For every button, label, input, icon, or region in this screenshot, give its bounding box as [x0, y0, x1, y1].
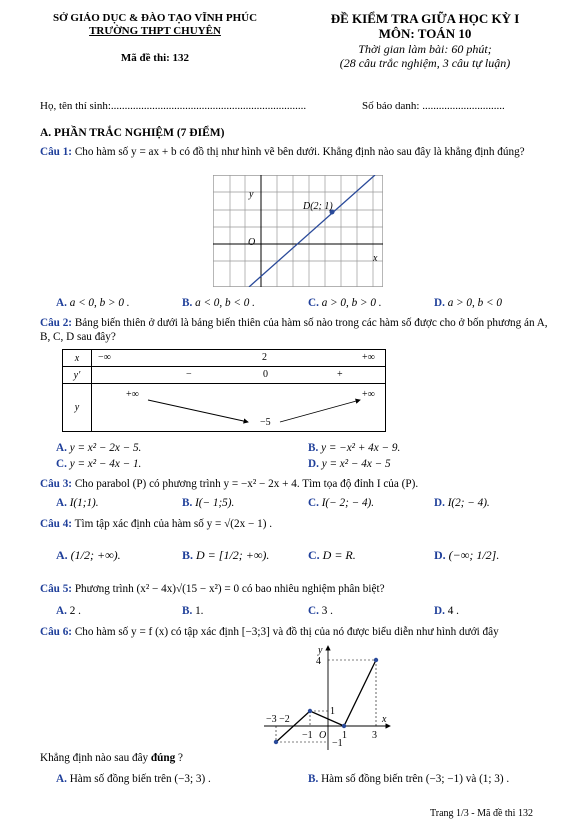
x-axis-label: x [373, 253, 378, 264]
exam-title: ĐỀ KIỂM TRA GIỮA HỌC KỲ I [330, 11, 520, 26]
question-4: Câu 4: Tìm tập xác định của hàm số y = √(2x − 1) . [40, 518, 273, 530]
q5-option-b[interactable]: B. 1. [182, 605, 204, 617]
svg-text:−1: −1 [332, 738, 343, 749]
q5-option-a[interactable]: A. 2 . [56, 605, 81, 617]
subject-title: MÔN: TOÁN 10 [378, 26, 472, 41]
q2-option-d[interactable]: D. y = x² − 4x − 5 [308, 458, 391, 470]
question-label: Câu 2: [40, 317, 73, 329]
question-6: Câu 6: Cho hàm số y = f (x) có tập xác định [−3;3] và đồ thị của nó được biểu diễn như hình dưới đây [40, 626, 499, 638]
svg-text:1: 1 [330, 706, 335, 717]
q1-line-graph [213, 175, 383, 287]
origin-label: O [248, 237, 256, 248]
q4-option-d[interactable]: D. (−∞; 1/2]. [434, 548, 500, 562]
svg-text:3: 3 [372, 730, 377, 741]
q1-option-a[interactable]: A. a < 0, b > 0 . [56, 297, 130, 309]
q6-option-b[interactable]: B. Hàm số đồng biến trên (−3; −1) và (1; 3) . [308, 773, 510, 785]
svg-text:y: y [318, 645, 323, 656]
section-heading: A. PHẦN TRẮC NGHIỆM (7 ĐIỂM) [40, 127, 225, 139]
student-name-field: Họ, tên thí sinh:....................................................................... [40, 100, 307, 112]
q5-option-c[interactable]: C. 3 . [308, 605, 333, 617]
student-id-field: Số báo danh: .............................. [362, 100, 505, 112]
q4-option-a[interactable]: A. (1/2; +∞). [56, 548, 121, 562]
q2-option-c[interactable]: C. y = x² − 4x − 1. [56, 458, 142, 470]
q3-option-d[interactable]: D. I(2; − 4). [434, 497, 490, 509]
q1-option-c[interactable]: C. a > 0, b > 0 . [308, 297, 382, 309]
svg-text:−3 −2: −3 −2 [266, 714, 290, 725]
y-axis-label: y [249, 189, 254, 200]
school-name: TRƯỜNG THPT CHUYÊN [89, 25, 221, 37]
point-d-label: D(2; 1) [303, 201, 333, 212]
question-2 [40, 316, 560, 344]
svg-text:−1: −1 [302, 730, 313, 741]
q3-option-c[interactable]: C. I(− 2; − 4). [308, 497, 375, 509]
time-limit: Thời gian làm bài: 60 phút; [358, 42, 492, 56]
department-name: SỞ GIÁO DỤC & ĐÀO TẠO VĨNH PHÚC [52, 12, 258, 24]
svg-text:x: x [382, 714, 387, 725]
q4-option-b[interactable]: B. D = [1/2; +∞). [182, 548, 270, 562]
question-text: Bảng biến thiên ở dưới là bảng biến thiên của hàm số nào trong các hàm số được cho ở bốn phương án A, B, C, D sau đây? [40, 317, 548, 343]
question-label: Câu 1: [40, 146, 73, 158]
q3-option-a[interactable]: A. I(1;1). [56, 497, 99, 509]
q2-option-b[interactable]: B. y = −x² + 4x − 9. [308, 442, 401, 454]
question-5: Câu 5: Phương trình (x² − 4x)√(15 − x²) = 0 có bao nhiêu nghiệm phân biệt? [40, 583, 385, 595]
q1-option-b[interactable]: B. a < 0, b < 0 . [182, 297, 255, 309]
q4-option-c[interactable]: C. D = R. [308, 548, 356, 562]
svg-text:4: 4 [316, 656, 321, 667]
q6-question: Khẳng định nào sau đây đúng ? [40, 752, 183, 764]
exam-code: Mã đề thi: 132 [120, 52, 190, 64]
page-footer: Trang 1/3 - Mã đề thi 132 [430, 808, 533, 819]
exam-structure: (28 câu trắc nghiệm, 3 câu tự luận) [339, 56, 511, 70]
svg-text:O: O [319, 730, 327, 741]
question-3: Câu 3: Cho parabol (P) có phương trình y = −x² − 2x + 4. Tìm tọa độ đỉnh I của (P). [40, 478, 419, 490]
question-text: Cho hàm số y = ax + b có đồ thị như hình vẽ bên dưới. Khẳng định nào sau đây là khẳng định đúng? [74, 146, 525, 158]
question-1 [40, 145, 560, 159]
q2-option-a[interactable]: A. y = x² − 2x − 5. [56, 442, 142, 454]
q6-option-a[interactable]: A. Hàm số đồng biến trên (−3; 3) . [56, 773, 211, 785]
svg-text:1: 1 [342, 730, 347, 741]
q5-option-d[interactable]: D. 4 . [434, 605, 459, 617]
variation-table: x −∞ 2 +∞ y′ − 0 + y +∞ +∞ −5 [62, 349, 386, 432]
q3-option-b[interactable]: B. I(− 1;5). [182, 497, 235, 509]
q1-option-d[interactable]: D. a > 0, b < 0 [434, 297, 502, 309]
q6-function-graph [262, 640, 394, 752]
